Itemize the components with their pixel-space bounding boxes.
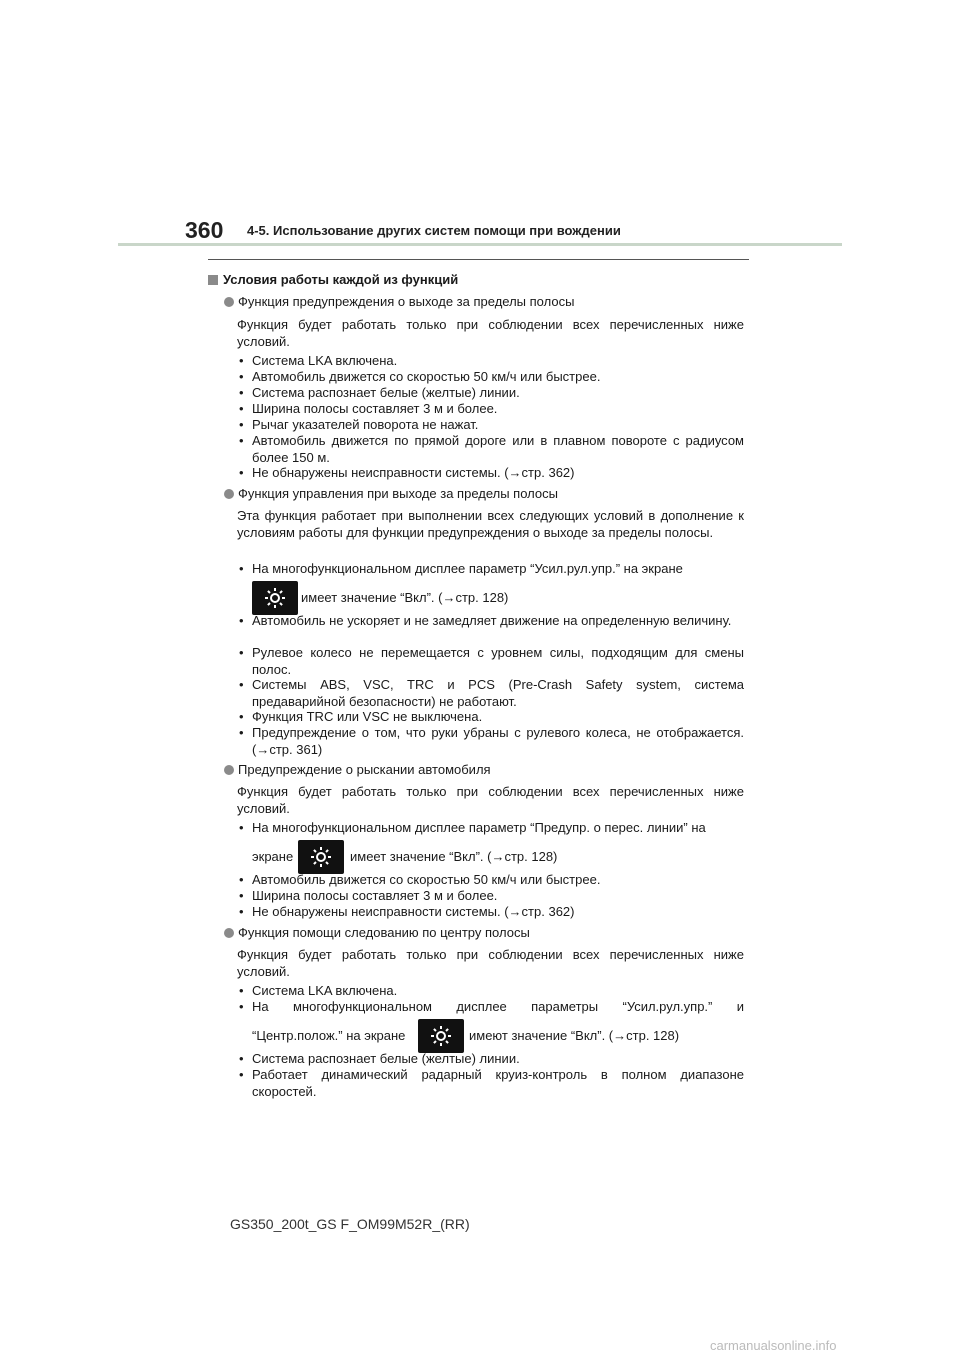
circle-bullet-icon xyxy=(224,489,234,499)
list-item: • На многофункциональном дисплее параметр “Усил.рул.упр.” на экране xyxy=(237,561,744,578)
content-rule xyxy=(208,259,749,260)
list-item: • Система LKA включена. xyxy=(237,353,744,370)
gear-icon xyxy=(252,581,298,615)
list-item: • Автомобиль не ускоряет и не замедляет движение на определенную величину. xyxy=(237,613,744,630)
list-item-continuation: экране xyxy=(252,849,294,864)
list-item: • Ширина полосы составляет 3 м и более. xyxy=(237,401,744,418)
list-item: • Не обнаружены неисправности системы. (→стр. 362) xyxy=(237,904,744,921)
list-item: • Предупреждение о том, что руки убраны с рулевого колеса, не отображается. (→стр. 361) xyxy=(237,725,744,758)
paragraph: Эта функция работает при выполнении всех следующих условий в дополнение к условиям работы для функции предупреждения о выходе за пределы полосы. xyxy=(237,508,744,540)
list-item: • Функция TRC или VSC не выключена. xyxy=(237,709,744,726)
watermark: carmanualsonline.info xyxy=(710,1338,837,1353)
header-rule xyxy=(118,243,842,246)
list-item-continuation: “Центр.полож.” на экране xyxy=(252,1028,406,1043)
list-item: • Автомобиль движется по прямой дороге или в плавном повороте с радиусом более 150 м. xyxy=(237,433,744,466)
footer-code: GS350_200t_GS F_OM99M52R_(RR) xyxy=(230,1216,470,1232)
subsection-title-text: Функция управления при выходе за пределы полосы xyxy=(238,486,558,501)
list-item-continuation: имеют значение “Вкл”. (→стр. 128) xyxy=(469,1028,680,1043)
list-item: • Рулевое колесо не перемещается с уровнем силы, подходящим для смены полос. xyxy=(237,645,744,678)
circle-bullet-icon xyxy=(224,765,234,775)
main-heading xyxy=(208,272,458,287)
circle-bullet-icon xyxy=(224,928,234,938)
gear-icon xyxy=(298,840,344,874)
main-heading-text: Условия работы каждой из функций xyxy=(223,272,459,287)
paragraph: Функция будет работать только при соблюдении всех перечисленных ниже условий. xyxy=(237,317,744,349)
list-item: • Системы ABS, VSC, TRC и PCS (Pre-Crash Safety system, система предаварийной безопасности) не работают. xyxy=(237,677,744,710)
square-bullet-icon xyxy=(208,275,218,285)
section-title: 4-5. Использование других систем помощи при вождении xyxy=(247,223,621,238)
paragraph: Функция будет работать только при соблюдении всех перечисленных ниже условий. xyxy=(237,784,744,816)
list-item: • Автомобиль движется со скоростью 50 км/ч или быстрее. xyxy=(237,369,744,386)
list-item: • Рычаг указателей поворота не нажат. xyxy=(237,417,744,434)
subsection-title xyxy=(224,762,491,777)
list-item: • Система LKA включена. xyxy=(237,983,744,1000)
subsection-title-text: Функция помощи следованию по центру полосы xyxy=(238,925,530,940)
list-item-continuation: имеет значение “Вкл”. (→стр. 128) xyxy=(301,590,509,605)
list-item: • Ширина полосы составляет 3 м и более. xyxy=(237,888,744,905)
list-item: • Не обнаружены неисправности системы. (→стр. 362) xyxy=(237,465,744,482)
subsection-title xyxy=(224,486,558,501)
list-item: • На многофункциональном дисплее параметр “Предупр. о перес. линии” на xyxy=(237,820,744,837)
list-item: • Работает динамический радарный круиз-контроль в полном диапазоне скоростей. xyxy=(237,1067,744,1100)
list-item-continuation: имеет значение “Вкл”. (→стр. 128) xyxy=(350,849,558,864)
paragraph: Функция будет работать только при соблюдении всех перечисленных ниже условий. xyxy=(237,947,744,979)
subsection-title-text: Предупреждение о рыскании автомобиля xyxy=(238,762,491,777)
page-number: 360 xyxy=(185,217,224,243)
circle-bullet-icon xyxy=(224,297,234,307)
gear-icon xyxy=(418,1019,464,1053)
subsection-title xyxy=(224,294,574,309)
subsection-title-text: Функция предупреждения о выходе за пределы полосы xyxy=(238,294,575,309)
list-item: • Автомобиль движется со скоростью 50 км/ч или быстрее. xyxy=(237,872,744,889)
list-item: • На многофункциональном дисплее параметры “Усил.рул.упр.” и xyxy=(237,999,744,1016)
list-item: • Система распознает белые (желтые) линии. xyxy=(237,385,744,402)
subsection-title xyxy=(224,925,530,940)
list-item: • Система распознает белые (желтые) линии. xyxy=(237,1051,744,1068)
